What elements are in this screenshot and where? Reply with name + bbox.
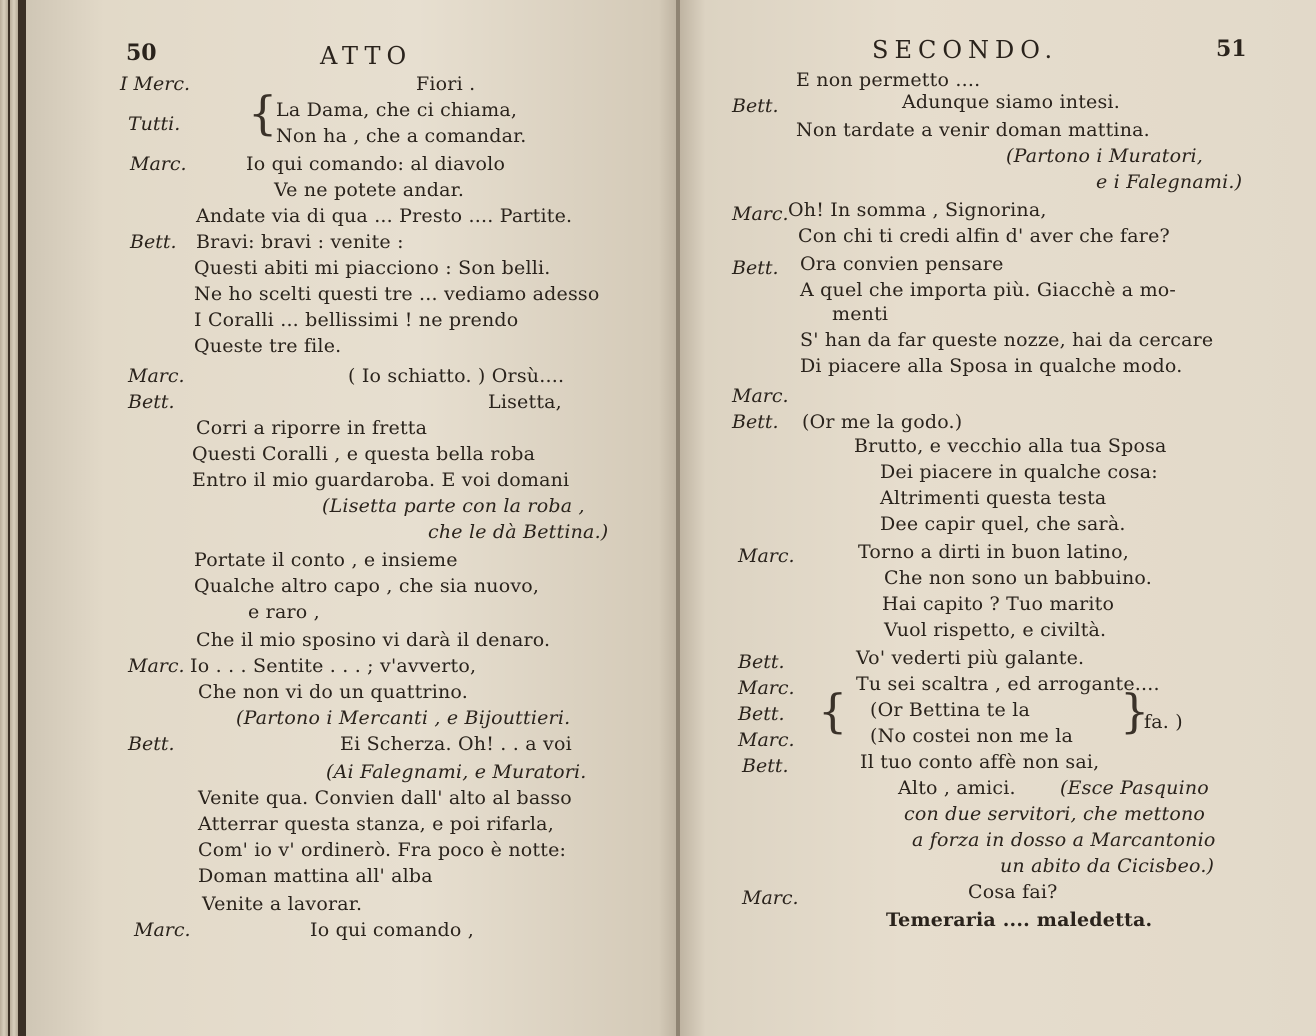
verse-line: Questi abiti mi piacciono : Son belli. [194,257,551,279]
verse-line: Doman mattina all' alba [198,865,433,887]
verse-line: Andate via di qua ... Presto .... Partite. [196,205,573,227]
speaker: Marc. [128,365,185,387]
verse-line: Questi Coralli , e questa bella roba [192,443,536,465]
verse-line: Hai capito ? Tuo marito [882,593,1115,615]
speaker: Marc. [738,677,795,699]
verse-line: E non permetto .... [796,69,981,91]
verse-line: S' han da far queste nozze, hai da cercare [800,329,1214,351]
brace: { [248,86,278,140]
verse-line: (No costei non me la [870,725,1073,747]
verse-line: menti [832,303,889,325]
verse-line: Lisetta, [488,391,562,413]
verse-line: Non tardate a venir doman mattina. [796,119,1150,141]
verse-line: Corri a riporre in fretta [196,417,428,439]
stage-direction: (Partono i Mercanti , e Bijouttieri. [236,707,571,729]
brace: { [818,684,848,738]
verse-line: (Or Bettina te la [870,699,1030,721]
speaker: Bett. [742,755,789,777]
speaker: Bett. [128,733,175,755]
verse-line: Che il mio sposino vi darà il denaro. [196,629,551,651]
verse-line: Qualche altro capo , che sia nuovo, [194,575,540,597]
speaker: Bett. [128,391,175,413]
verse-line: Che non vi do un quattrino. [198,681,468,703]
running-head: SECONDO. [872,36,1059,64]
verse-line: e raro , [248,601,320,623]
speaker: Marc. [732,203,789,225]
verse-line: Tu sei scaltra , ed arrogante.... [856,673,1160,695]
verse-line: Non ha , che a comandar. [276,125,527,147]
book-edge-left [0,0,8,1036]
left-page [26,0,678,1036]
speaker: Bett. [732,257,779,279]
verse-line: Torno a dirti in buon latino, [858,541,1129,563]
running-head: ATTO [320,42,413,70]
verse-line: Io qui comando: al diavolo [246,153,506,175]
verse-line: Vuol rispetto, e civiltà. [884,619,1107,641]
verse-line: Dee capir quel, che sarà. [880,513,1126,535]
stage-direction: con due servitori, che mettono [904,803,1206,825]
speaker: Marc. [128,655,185,677]
verse-line: Atterrar questa stanza, e poi rifarla, [198,813,554,835]
speaker: Bett. [130,231,177,253]
verse-line: La Dama, che ci chiama, [276,99,518,121]
verse-line: Venite qua. Convien dall' alto al basso [198,787,572,809]
verse-line: Che non sono un babbuino. [884,567,1152,589]
verse-line: Ei Scherza. Oh! . . a voi [340,733,572,755]
verse-line: Con chi ti credi alfin d' aver che fare? [798,225,1170,247]
verse-line: Ve ne potete andar. [274,179,465,201]
verse-line: Com' io v' ordinerò. Fra poco è notte: [198,839,567,861]
speaker: Marc. [742,887,799,909]
brace-right: } [1120,684,1150,738]
verse-line: fa. ) [1144,711,1183,733]
verse-line: Adunque siamo intesi. [902,91,1120,113]
stage-direction: (Ai Falegnami, e Muratori. [326,761,587,783]
verse-line: Brutto, e vecchio alla tua Sposa [854,435,1167,457]
speaker: Marc. [738,729,795,751]
verse-line: Alto , amici. [898,777,1016,799]
verse-line: A quel che importa più. Giacchè a mo- [800,279,1177,301]
verse-line: Cosa fai? [968,881,1058,903]
book-edge-left-inner [10,0,18,1036]
verse-line: Di piacere alla Sposa in qualche modo. [800,355,1183,377]
stage-direction: (Esce Pasquino [1060,777,1209,799]
verse-line: Ne ho scelti questi tre ... vediamo adesso [194,283,600,305]
verse-line: Portate il conto , e insieme [194,549,458,571]
verse-line: Il tuo conto affè non sai, [860,751,1100,773]
verse-line: Temeraria .... maledetta. [886,909,1153,931]
speaker: Tutti. [128,113,181,135]
speaker: Marc. [130,153,187,175]
speaker: Marc. [134,919,191,941]
verse-line: Oh! In somma , Signorina, [788,199,1047,221]
speaker: Marc. [738,545,795,567]
verse-line: Fiori . [416,73,476,95]
speaker: Bett. [732,95,779,117]
stage-direction: e i Falegnami.) [1096,171,1243,193]
verse-line: (Or me la godo.) [802,411,963,433]
stage-direction: un abito da Cicisbeo.) [1000,855,1215,877]
verse-line: Ora convien pensare [800,253,1004,275]
verse-line: Queste tre file. [194,335,342,357]
page-number: 50 [126,40,157,66]
verse-line: Io . . . Sentite . . . ; v'avverto, [190,655,477,677]
verse-line: Io qui comando , [310,919,475,941]
verse-line: I Coralli ... bellissimi ! ne prendo [194,309,519,331]
speaker: I Merc. [120,73,191,95]
verse-line: ( Io schiatto. ) Orsù.... [348,365,565,387]
speaker: Bett. [732,411,779,433]
speaker: Marc. [732,385,789,407]
stage-direction: (Lisetta parte con la roba , [322,495,585,517]
speaker: Bett. [738,651,785,673]
stage-direction: (Partono i Muratori, [1006,145,1204,167]
verse-line: Venite a lavorar. [202,893,363,915]
verse-line: Dei piacere in qualche cosa: [880,461,1158,483]
right-page [680,0,1316,1036]
verse-line: Entro il mio guardaroba. E voi domani [192,469,570,491]
stage-direction: a forza in dosso a Marcantonio [912,829,1216,851]
speaker: Bett. [738,703,785,725]
verse-line: Bravi: bravi : venite : [196,231,404,253]
stage-direction: che le dà Bettina.) [428,521,609,543]
verse-line: Vo' vederti più galante. [856,647,1085,669]
page-number: 51 [1216,36,1247,62]
verse-line: Altrimenti questa testa [880,487,1107,509]
